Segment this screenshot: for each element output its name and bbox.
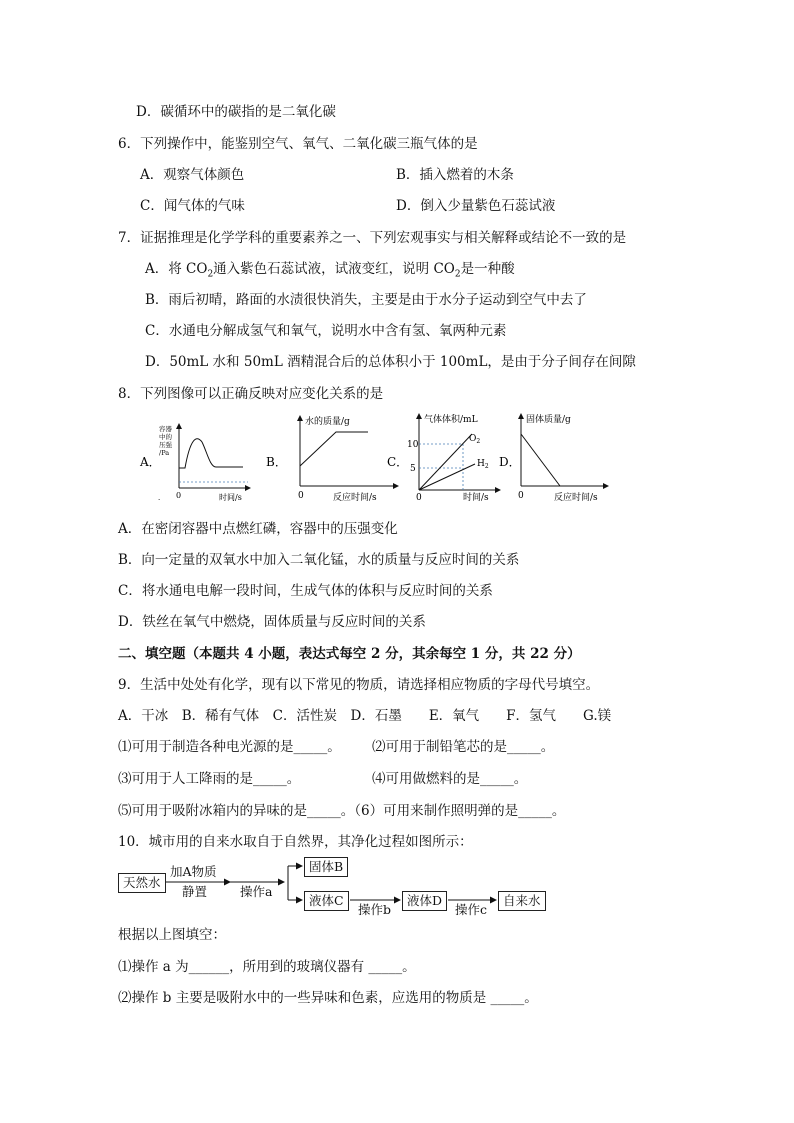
label-op-c: 操作c (455, 902, 488, 917)
q7-option-d: D．50mL 水和 50mL 酒精混合后的总体积小于 100mL，是由于分子间存在间隙 (145, 354, 636, 370)
graph-b-xlabel: 反应时间/s (333, 493, 377, 503)
graph-d-label: D． (499, 455, 521, 469)
q8-option-c: C．将水通电电解一段时间，生成气体的体积与反应时间的关系 (118, 583, 493, 599)
q6-option-b: B．插入燃着的木条 (396, 167, 514, 183)
graph-c (387, 413, 500, 503)
graph-a-ylabel-3: 压强 (159, 441, 172, 449)
graph-c-origin: 0 (416, 493, 422, 503)
q8-graphs (130, 410, 620, 510)
graph-d-line (521, 434, 560, 486)
box-liquid-d: 液体D (402, 891, 447, 911)
box-tap-water: 自来水 (498, 891, 546, 911)
graph-a-label: A． (140, 455, 161, 469)
graph-b-label: B． (266, 455, 287, 469)
q10-part-2: ⑵操作 b 主要是吸附水中的一些异味和色素，应选用的物质是 _____。 (118, 990, 538, 1006)
q9-part-3: ⑶可用于人工降雨的是_____。 (118, 771, 301, 787)
graph-d-xlabel: 反应时间/s (554, 493, 598, 503)
q8-option-b: B．向一定量的双氧水中加入二氧化锰，水的质量与反应时间的关系 (118, 552, 520, 568)
graph-c-o2-label (469, 434, 480, 445)
graph-a-xlabel: 时间/s (219, 493, 242, 502)
label-op-b: 操作b (358, 902, 392, 917)
graph-c-ylabel: 气体体积/mL (424, 415, 478, 425)
q7-option-a (145, 260, 515, 284)
q7-stem: 7．证据推理是化学学科的重要素养之一、下列宏观事实与相关解释或结论不一致的是 (118, 230, 627, 246)
graph-d-ylabel: 固体质量/g (526, 415, 571, 425)
graph-a-ylabel-2: 中的 (159, 433, 172, 441)
graph-a-curve (179, 439, 243, 468)
graph-b (266, 415, 398, 503)
q9-part-2: ⑵可用于制铅笔芯的是_____。 (372, 739, 555, 755)
q10-intro: 根据以上图填空： (118, 927, 226, 943)
q10-part-1: ⑴操作 a 为______，所用到的玻璃仪器有 _____。 (118, 959, 416, 975)
graph-d (499, 413, 608, 503)
graph-c-h2-label (477, 459, 489, 470)
q9-options: A．干冰 B．稀有气体 C．活性炭 D．石墨 E．氧气 F．氢气 G.镁 (118, 708, 612, 724)
graph-b-line (300, 432, 368, 466)
label-settle: 静置 (182, 884, 208, 899)
graph-a-ylabel-4: /Pa (159, 449, 170, 457)
graph-c-label: C． (387, 455, 409, 469)
q6-option-d: D．倒入少量紫色石蕊试液 (396, 198, 556, 214)
graph-a-ylabel-1: 容器 (159, 425, 172, 433)
graph-a-origin: 0 (176, 491, 182, 500)
graph-b-origin: 0 (298, 491, 304, 501)
q9-part-1: ⑴可用于制造各种电光源的是_____。 (118, 739, 341, 755)
graph-a (139, 424, 250, 502)
label-op-a: 操作a (240, 884, 273, 899)
label-add-a: 加A物质 (170, 864, 217, 879)
q8-option-d: D．铁丝在氧气中燃烧，固体质量与反应时间的关系 (118, 614, 426, 630)
q7-option-a-post: 是一种酸 (460, 261, 515, 277)
graph-c-h2-text: H (477, 459, 485, 469)
q10-stem: 10．城市用的自来水取自于自然界，其净化过程如图所示： (118, 834, 473, 850)
graph-c-xlabel: 时间/s (463, 493, 489, 503)
q8-stem: 8．下列图像可以正确反映对应变化关系的是 (118, 386, 384, 402)
graph-c-tick-10: 10 (407, 440, 419, 450)
graph-c-tick-5: 5 (410, 464, 416, 474)
box-liquid-c: 液体C (304, 891, 349, 911)
graph-b-ylabel: 水的质量/g (305, 417, 350, 427)
q6-option-a: A．观察气体颜色 (140, 167, 245, 183)
q7-sub: 2 (207, 269, 214, 280)
graph-c-h2-sub: 2 (484, 463, 489, 470)
graph-c-o2-text: O (469, 434, 477, 444)
section-2-title: 二、填空题（本题共 4 小题，表达式每空 2 分，其余每空 1 分，共 22 分） (118, 646, 581, 662)
q9-part-5-6: ⑸可用于吸附冰箱内的异味的是_____。（6）可用来制作照明弹的是_____。 (118, 803, 566, 819)
box-natural-water: 天然水 (118, 873, 166, 893)
q7-option-c: C．水通电分解成氢气和氧气，说明水中含有氢、氧两种元素 (145, 323, 507, 339)
graph-d-origin: 0 (518, 491, 524, 501)
q8-option-a: A．在密闭容器中点燃红磷，容器中的压强变化 (118, 521, 398, 537)
q9-stem: 9．生活中处处有化学，现有以下常见的物质，请选择相应物质的字母代号填空。 (118, 677, 600, 693)
q5-option-d: D．碳循环中的碳指的是二氧化碳 (136, 104, 336, 120)
graph-c-o2-line (419, 434, 472, 490)
q6-stem: 6．下列操作中，能鉴别空气、氧气、二氧化碳三瓶气体的是 (118, 136, 478, 152)
q9-part-4: ⑷可用做燃料的是_____。 (372, 771, 528, 787)
q7-sub: 2 (454, 269, 461, 280)
graph-a-dot: . (158, 494, 161, 502)
q6-option-c: C．闻气体的气味 (140, 198, 245, 214)
q7-option-a-pre: A．将 CO (145, 261, 208, 277)
box-solid-b: 固体B (304, 857, 348, 877)
graph-c-o2-sub: 2 (476, 438, 481, 445)
q7-option-a-mid: 通入紫色石蕊试液，试液变红，说明 CO (213, 261, 455, 277)
q7-option-b: B．雨后初晴，路面的水渍很快消失，主要是由于水分子运动到空气中去了 (145, 292, 587, 308)
